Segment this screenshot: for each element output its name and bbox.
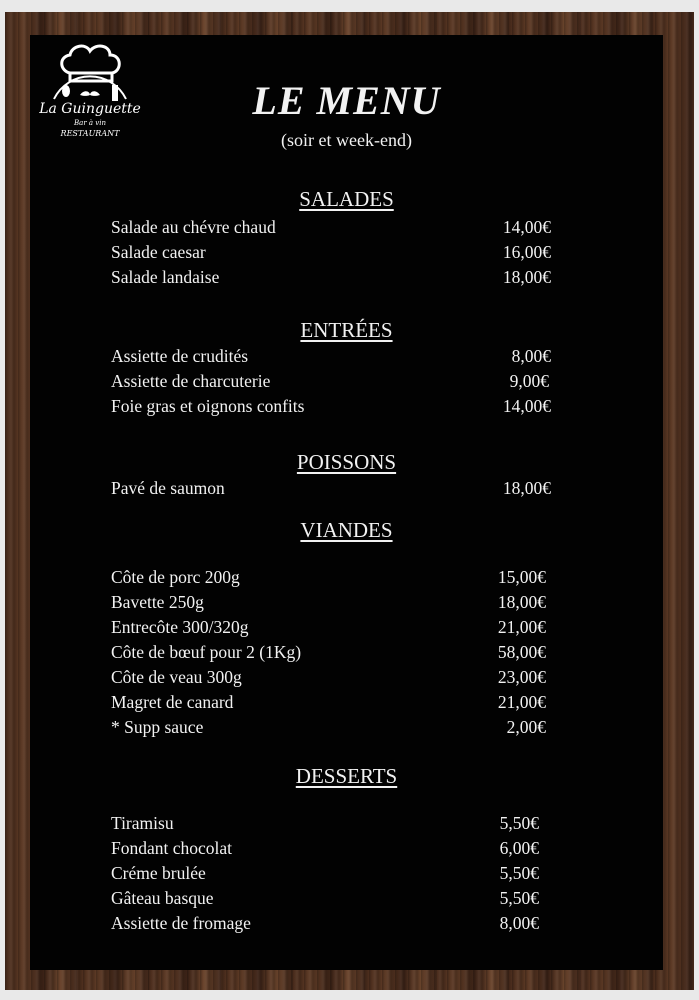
menu-item	[111, 838, 539, 862]
item-price: 14,00€	[502, 396, 551, 416]
menu-item	[111, 592, 546, 616]
item-price: 58,00€	[497, 642, 546, 662]
item-price: 15,00€	[497, 567, 546, 587]
menu-item	[111, 242, 551, 266]
menu-item	[111, 346, 551, 370]
item-price: 16,00€	[502, 242, 551, 262]
svg-text:RESTAURANT: RESTAURANT	[60, 129, 120, 138]
section-title-salades: SALADES	[299, 187, 394, 211]
item-name: Côte de porc 200g	[111, 567, 240, 587]
item-price: 18,00€	[497, 592, 546, 612]
item-name: Assiette de fromage	[111, 913, 251, 933]
item-name: Salade au chévre chaud	[111, 217, 276, 237]
section-title-viandes: VIANDES	[300, 518, 393, 542]
menu-item	[111, 692, 546, 716]
menu-item	[111, 478, 551, 502]
item-name: Entrecôte 300/320g	[111, 617, 249, 637]
menu-item	[111, 667, 546, 691]
page-title: LE MENU	[252, 78, 441, 123]
item-name: Pavé de saumon	[111, 478, 225, 498]
menu-item	[111, 913, 539, 937]
menu-item	[111, 617, 546, 641]
item-price: 5,50€	[499, 888, 539, 908]
item-price: 2,00€	[506, 717, 546, 737]
section-title-poissons: POISSONS	[296, 450, 397, 474]
menu-item	[111, 888, 539, 912]
item-name: Fondant chocolat	[111, 838, 233, 858]
menu-board	[30, 35, 663, 970]
item-name: Bavette 250g	[111, 592, 204, 612]
page-subtitle: (soir et week-end)	[281, 130, 412, 150]
item-name: * Supp sauce	[111, 717, 204, 737]
item-price: 14,00€	[502, 217, 551, 237]
item-price: 6,00€	[499, 838, 539, 858]
svg-text:Bar à vin: Bar à vin	[74, 119, 106, 127]
item-name: Assiette de charcuterie	[111, 371, 271, 391]
item-price: 9,00€	[509, 371, 549, 391]
item-price: 5,50€	[499, 863, 539, 883]
item-name: Assiette de crudités	[111, 346, 249, 366]
item-name: Salade landaise	[111, 267, 220, 287]
item-price: 5,50€	[499, 813, 539, 833]
menu-item	[111, 717, 546, 741]
menu-item	[111, 217, 551, 241]
menu-item	[111, 567, 546, 591]
menu-item	[111, 642, 546, 666]
item-price: 21,00€	[497, 617, 546, 637]
item-price: 18,00€	[502, 478, 551, 498]
item-price: 8,00€	[511, 346, 551, 366]
menu-item	[111, 863, 539, 887]
item-price: 8,00€	[499, 913, 539, 933]
menu-item	[111, 813, 539, 837]
item-price: 21,00€	[497, 692, 546, 712]
menu-item	[111, 267, 551, 291]
item-name: Gâteau basque	[111, 888, 214, 908]
menu-item	[111, 371, 551, 395]
section-title-desserts: DESSERTS	[295, 764, 398, 788]
section-title-entrees: ENTRÉES	[300, 318, 393, 342]
item-name: Côte de bœuf pour 2 (1Kg)	[111, 642, 302, 662]
item-name: Magret de canard	[111, 692, 234, 712]
item-name: Salade caesar	[111, 242, 206, 262]
item-price: 23,00€	[497, 667, 546, 687]
svg-text:La Guinguette: La Guinguette	[39, 101, 141, 117]
item-name: Foie gras et oignons confits	[111, 396, 305, 416]
item-name: Côte de veau 300g	[111, 667, 242, 687]
item-name: Tiramisu	[111, 813, 174, 833]
item-price: 18,00€	[502, 267, 551, 287]
menu-item	[111, 396, 551, 420]
item-name: Créme brulée	[111, 863, 206, 883]
